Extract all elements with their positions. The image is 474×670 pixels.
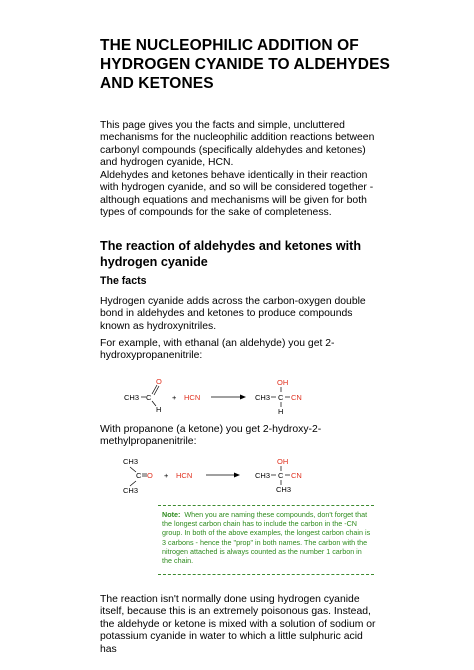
eq2-product-ch3-left: CH3: [255, 471, 271, 480]
section-heading: The reaction of aldehydes and ketones with hydrogen cyanide: [100, 239, 362, 269]
eq1-o: O: [156, 377, 162, 386]
note-label: Note:: [162, 510, 181, 519]
eq2-product-ch3-bottom: CH3: [276, 485, 292, 494]
subheading-facts: The facts: [100, 275, 147, 287]
eq2-c: C: [136, 471, 142, 480]
eq1-plus: +: [172, 393, 177, 402]
eq1-cn: CN: [291, 393, 302, 402]
eq2-o: O: [147, 471, 153, 480]
final-paragraph: The reaction isn't normally done using hydrogen cyanide itself, because this is an extremely poisonous gas. Instead, the aldehyde or ketone is mixed with a solution of sodium or potassium cyanide in water to which a little sulphuric acid has: [100, 594, 376, 655]
note-box: [158, 505, 374, 575]
intro-paragraph-2: Aldehydes and ketones behave identically in their reaction with hydrogen cyanide, and so will be considered together - although equations and mechanisms will be given for both types of compounds for the sake of completeness.: [100, 170, 374, 219]
eq2-oh: OH: [277, 457, 289, 466]
intro-paragraph-1: This page gives you the facts and simple, uncluttered mechanisms for the nucleophilic addition reactions between carbonyl compounds (specifically aldehydes and ketones) and hydrogen cyanide, HCN.: [100, 120, 375, 169]
eq2-ch3-top: CH3: [123, 457, 139, 466]
eq1-c: C: [146, 393, 152, 402]
facts-paragraph-3: With propanone (a ketone) you get 2-hydroxy-2-methylpropanenitrile:: [100, 424, 322, 448]
note-text: When you are naming these compounds, don't forget that the longest carbon chain has to include the carbon in the -CN group. In both of the above examples, the longest carbon chain is 3 carbons - hence the "prop" in both names. The carbon with the nitrogen attached is always counted as the number 1 carbon in the chain.: [162, 510, 371, 566]
eq1-product-c: C: [278, 393, 284, 402]
eq2-cn: CN: [291, 471, 302, 480]
eq1-h: H: [156, 405, 162, 414]
eq1-hcn: HCN: [184, 393, 201, 402]
page-title: THE NUCLEOPHILIC ADDITION OF HYDROGEN CYANIDE TO ALDEHYDES AND KETONES: [100, 37, 390, 92]
eq1-product-h: H: [278, 407, 284, 416]
eq2-hcn: HCN: [176, 471, 193, 480]
eq1-oh: OH: [277, 378, 289, 387]
eq2-ch3-bottom: CH3: [123, 486, 139, 495]
facts-paragraph-1: Hydrogen cyanide adds across the carbon-oxygen double bond in aldehydes and ketones to produce compounds known as hydroxynitriles.: [100, 296, 366, 332]
eq2-product-c: C: [278, 471, 284, 480]
facts-paragraph-2: For example, with ethanal (an aldehyde) you get 2-hydroxypropanenitrile:: [100, 338, 335, 362]
eq1-product-ch3: CH3: [255, 393, 271, 402]
eq2-plus: +: [164, 471, 169, 480]
eq1-ch3: CH3: [124, 393, 140, 402]
